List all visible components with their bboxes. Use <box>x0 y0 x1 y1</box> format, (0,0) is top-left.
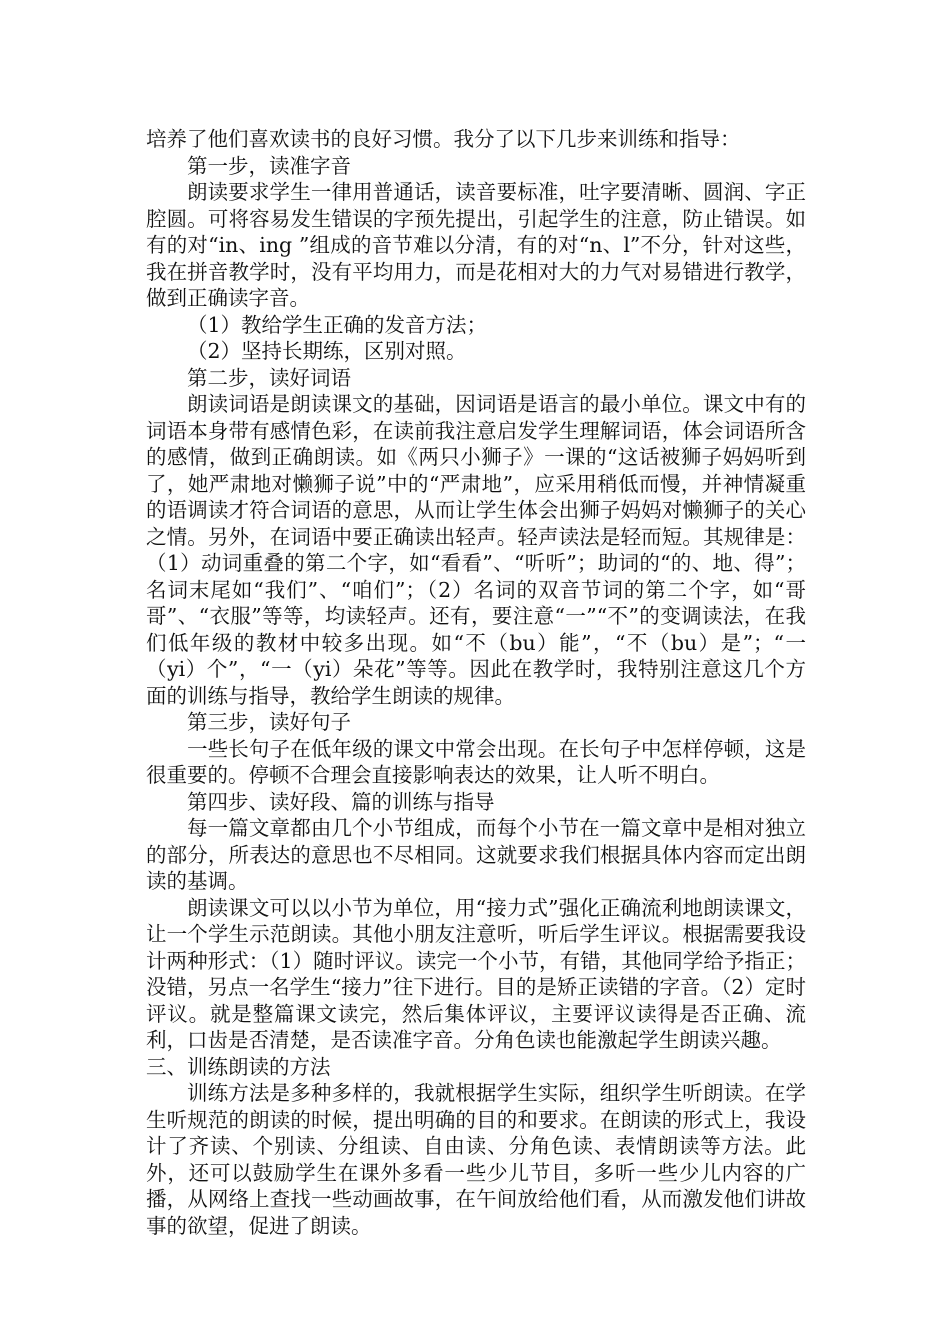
document-page <box>146 126 806 1239</box>
section-three-heading: 三、训练朗读的方法 <box>146 1054 331 1079</box>
step-three-paragraph: 一些长句子在低年级的课文中常会出现。在长句子中怎样停顿，这是很重要的。停顿不合理会直接影响表达的效果，让人听不明白。 <box>146 736 806 787</box>
step-one-heading: 第一步，读准字音 <box>187 153 351 178</box>
list-item-2: （2）坚持长期练，区别对照。 <box>187 339 467 363</box>
step-four-paragraph-1: 每一篇文章都由几个小节组成，而每个小节在一篇文章中是相对独立的部分，所表达的意思也不尽相同。这就要求我们根据具体内容而定出朗读的基调。 <box>146 816 806 893</box>
section-three-paragraph: 训练方法是多种多样的，我就根据学生实际，组织学生听朗读。在学生听规范的朗读的时候，提出明确的目的和要求。在朗读的形式上，我设计了齐读、个别读、分组读、自由读、分角色读、表情朗读等方法。此外，还可以鼓励学生在课外多看一些少儿节目，多听一些少儿内容的广播，从网络上查找一些动画故事，在午间放给他们看，从而激发他们讲故事的欲望，促进了朗读。 <box>146 1081 806 1238</box>
list-item-1: （1）教给学生正确的发音方法； <box>187 312 488 337</box>
body-paragraph-continuation: 培养了他们喜欢读书的良好习惯。我分了以下几步来训练和指导： <box>146 127 741 151</box>
step-two-heading: 第二步，读好词语 <box>187 365 351 390</box>
step-two-paragraph: 朗读词语是朗读课文的基础，因词语是语言的最小单位。课文中有的词语本身带有感情色彩，在读前我注意启发学生理解词语，体会词语所含的感情，做到正确朗读。如《两只小狮子》一课的“这话被狮子妈妈听到了，她严肃地对懒狮子说”中的“严肃地”，应采用稍低而慢，并神情凝重的语调读才符合词语的意思，从而让学生体会出狮子妈妈对懒狮子的关心之情。另外，在词语中要正确读出轻声。轻声读法是轻而短。其规律是：（1）动词重叠的第二个字，如“看看”、“听听”；助词的“的、地、得”；名词末尾如“我们”、“咱们”；（2）名词的双音节词的第二个字，如“哥哥”、“衣服”等等，均读轻声。还有，要注意“一”“不”的变调读法，在我们低年级的教材中较多出现。如“不（bu）能”，“不（bu）是”；“一（yi）个”，“一（yi）朵花”等等。因此在教学时，我特别注意这几个方面的训练与指导，教给学生朗读的规律。 <box>146 392 806 708</box>
step-one-paragraph: 朗读要求学生一律用普通话，读音要标准，吐字要清晰、圆润、字正腔圆。可将容易发生错误的字预先提出，引起学生的注意，防止错误。如有的对“in、ing ”组成的音节难以分清，有的对“n、l”不分，针对这些，我在拼音教学时，没有平均用力，而是花相对大的力气对易错进行教学，做到正确读字音。 <box>146 180 806 310</box>
step-four-paragraph-2: 朗读课文可以以小节为单位，用“接力式”强化正确流利地朗读课文，让一个学生示范朗读。其他小朋友注意听，听后学生评议。根据需要我设计两种形式：（1）随时评议。读完一个小节，有错，其他同学给予指正；没错，另点一名学生“接力”往下进行。目的是矫正读错的字音。（2）定时评议。就是整篇课文读完，然后集体评议，主要评议读得是否正确、流利，口齿是否清楚，是否读准字音。分角色读也能激起学生朗读兴趣。 <box>146 895 806 1052</box>
step-three-heading: 第三步，读好句子 <box>187 710 351 734</box>
step-four-heading: 第四步、读好段、篇的训练与指导 <box>187 789 495 814</box>
